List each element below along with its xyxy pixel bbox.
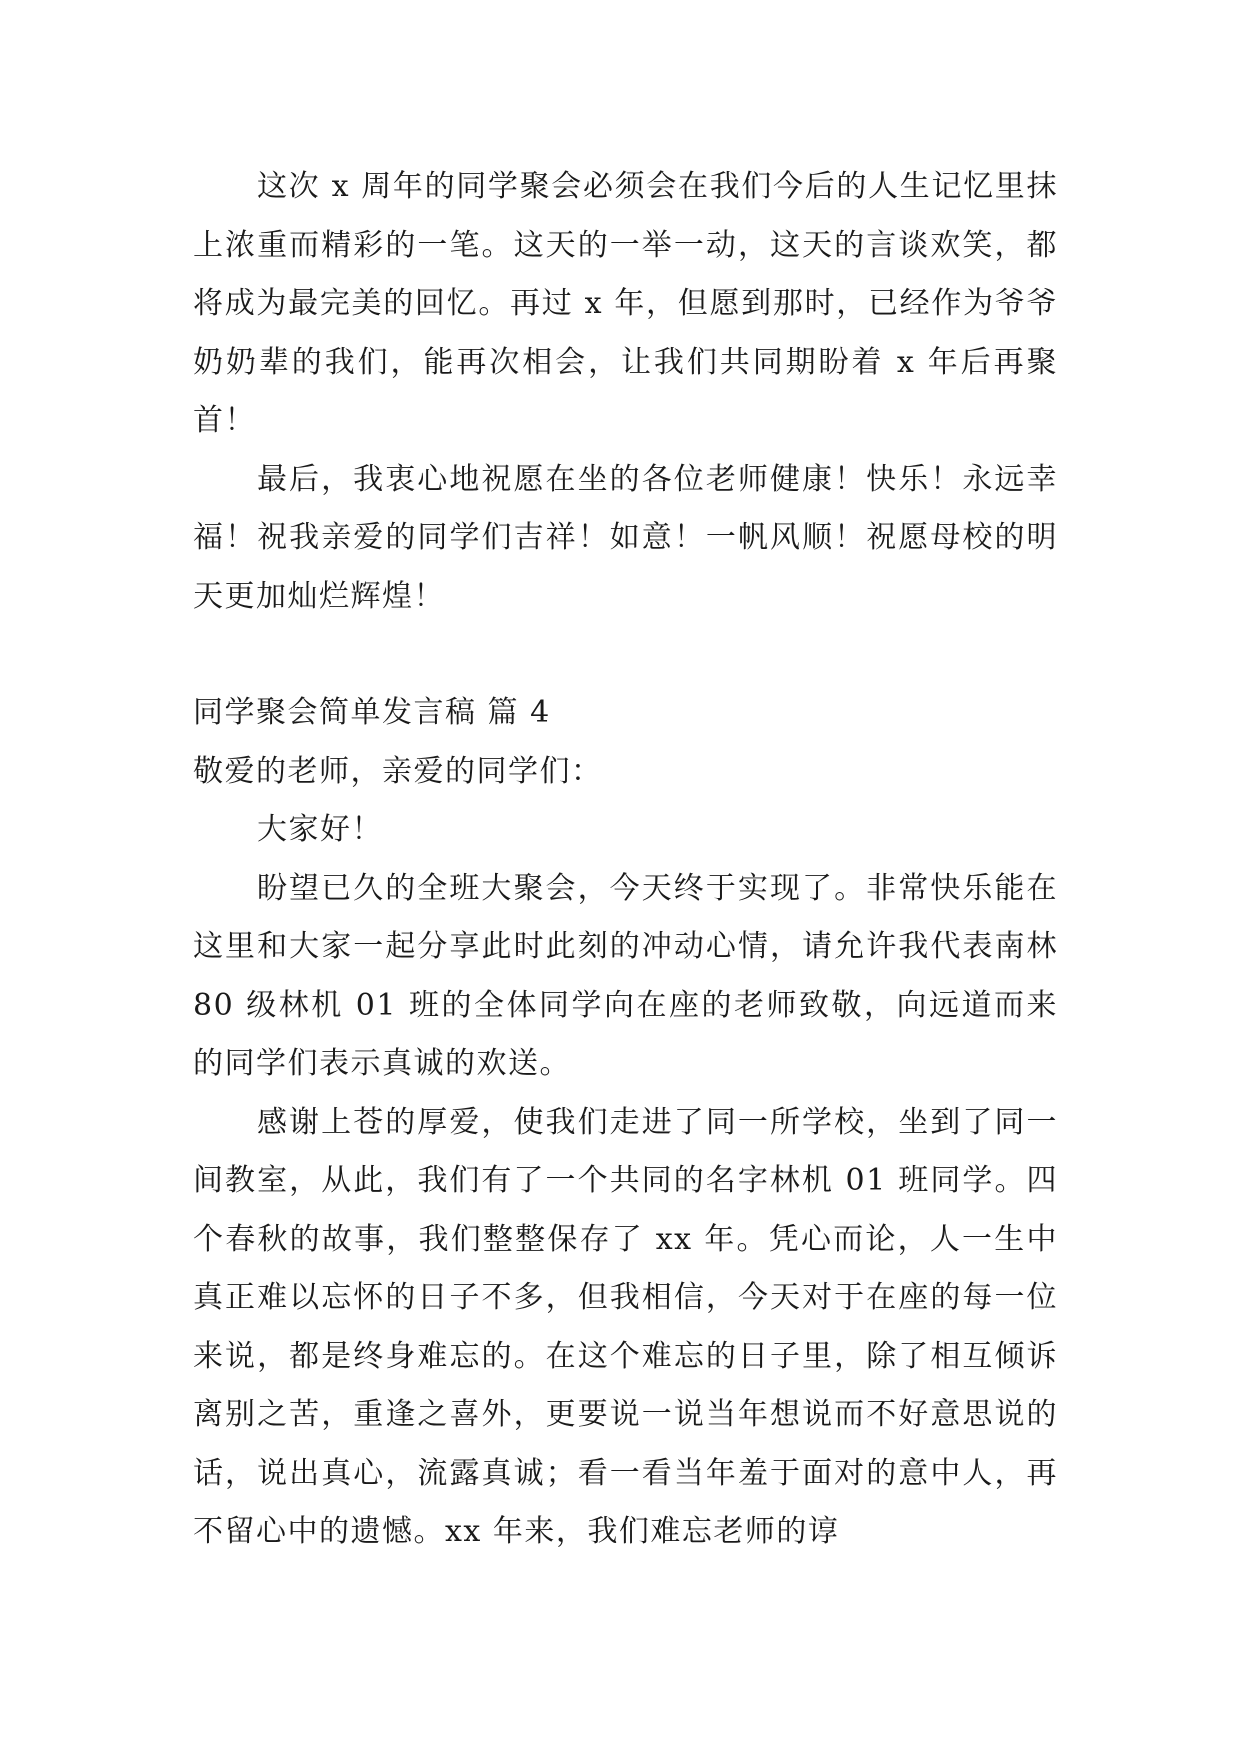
salutation: 敬爱的老师，亲爱的同学们： (193, 753, 603, 789)
section-spacer (193, 626, 1058, 684)
speech-part-3-ending (193, 158, 1058, 626)
section-title: 同学聚会简单发言稿 篇 4 (193, 695, 551, 730)
greeting: 大家好！ (257, 812, 383, 847)
speech-part-4 (193, 684, 1058, 1562)
paragraph: 盼望已久的全班大聚会，今天终于实现了。非常快乐能在这里和大家一起分享此时此刻的冲动心情，请允许我代表南林 80 级林机 01 班的全体同学向在座的老师致敬，向远道而来的同学们表示真诚的欢送。 (193, 870, 1058, 1081)
paragraph: 最后，我衷心地祝愿在坐的各位老师健康！快乐！永远幸福！祝我亲爱的同学们吉祥！如意！一帆风顺！祝愿母校的明天更加灿烂辉煌！ (193, 461, 1058, 614)
paragraph: 感谢上苍的厚爱，使我们走进了同一所学校，坐到了同一间教室，从此，我们有了一个共同的名字林机 01 班同学。四个春秋的故事，我们整整保存了 xx 年。凭心而论，人一生中真正难以忘怀的日子不多，但我相信，今天对于在座的每一位来说，都是终身难忘的。在这个难忘的日子里，除了相互倾诉离别之苦，重逢之喜外，更要说一说当年想说而不好意思说的话，说出真心，流露真诚；看一看当年羞于面对的意中人，再不留心中的遗憾。xx 年来，我们难忘老师的谆 (193, 1104, 1058, 1549)
document-page (193, 158, 1058, 1562)
paragraph: 这次 x 周年的同学聚会必须会在我们今后的人生记忆里抹上浓重而精彩的一笔。这天的一举一动，这天的言谈欢笑，都将成为最完美的回忆。再过 x 年，但愿到那时，已经作为爷爷奶奶辈的我们，能再次相会，让我们共同期盼着 x 年后再聚首！ (193, 169, 1058, 438)
